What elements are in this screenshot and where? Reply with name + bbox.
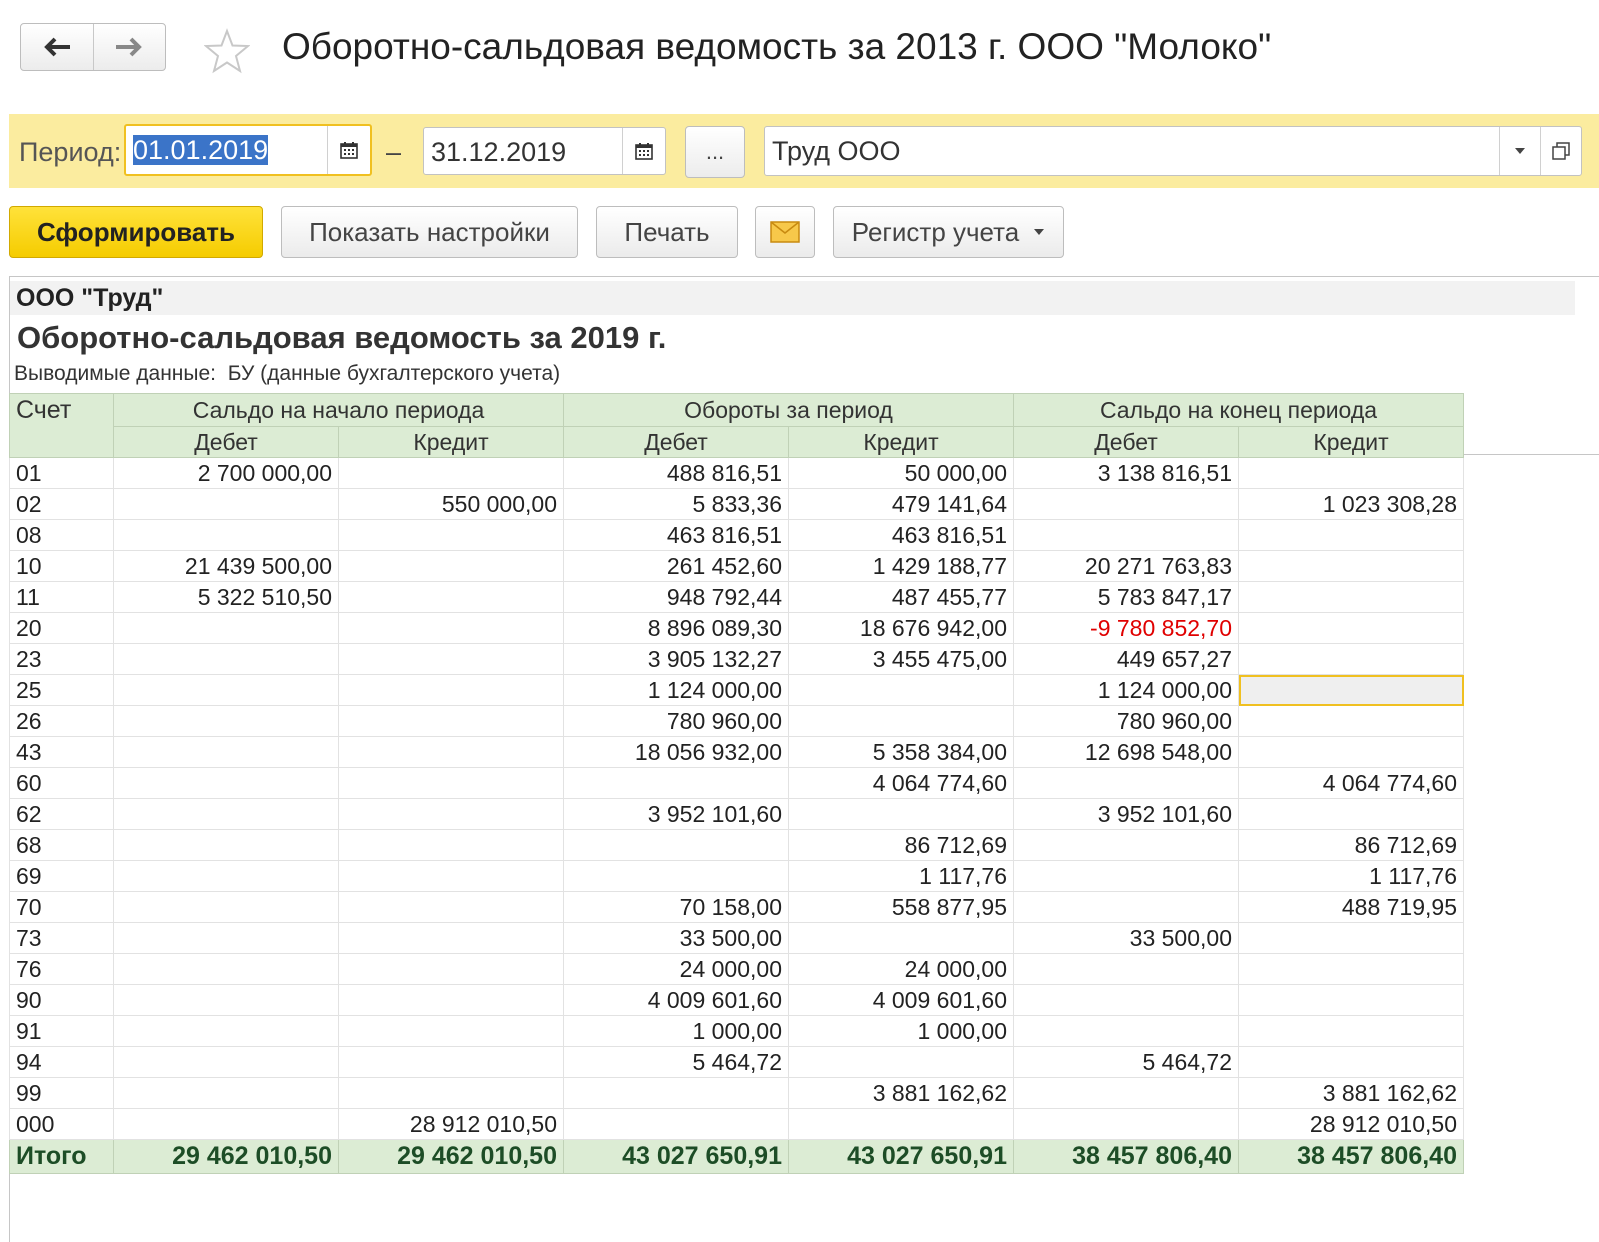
closing-credit-cell[interactable]: 1 117,76 (1239, 861, 1464, 892)
report-organization: ООО "Труд" (10, 281, 1575, 315)
period-dash: – (386, 137, 402, 167)
opening-debit-cell[interactable] (114, 1078, 339, 1109)
opening-credit-cell[interactable] (339, 799, 564, 830)
closing-credit-cell[interactable] (1239, 613, 1464, 644)
account-cell[interactable]: 25 (10, 675, 114, 706)
opening-credit-cell[interactable] (339, 985, 564, 1016)
opening-credit-cell[interactable] (339, 644, 564, 675)
send-email-button[interactable] (755, 206, 815, 258)
turnover-credit-cell[interactable] (789, 706, 1014, 737)
opening-credit-cell[interactable] (339, 923, 564, 954)
closing-debit-cell[interactable] (1014, 1078, 1239, 1109)
start-date-value[interactable]: 01.01.2019 (133, 135, 269, 165)
opening-debit-cell[interactable] (114, 923, 339, 954)
closing-credit-cell[interactable]: 28 912 010,50 (1239, 1109, 1464, 1140)
opening-credit-cell[interactable]: 28 912 010,50 (339, 1109, 564, 1140)
report-output-info (14, 362, 560, 386)
turnover-debit-cell[interactable]: 463 816,51 (564, 520, 789, 551)
closing-credit-cell[interactable] (1239, 1016, 1464, 1047)
turnover-credit-cell[interactable] (789, 799, 1014, 830)
turnover-debit-cell[interactable] (564, 1078, 789, 1109)
opening-debit-cell[interactable] (114, 768, 339, 799)
closing-debit-cell[interactable]: 3 952 101,60 (1014, 799, 1239, 830)
closing-debit-cell[interactable] (1014, 830, 1239, 861)
account-cell[interactable]: 94 (10, 1047, 114, 1078)
closing-credit-cell[interactable] (1239, 551, 1464, 582)
output-value: БУ (данные бухгалтерского учета) (227, 362, 561, 385)
opening-debit-cell[interactable] (114, 613, 339, 644)
table-subheader-row (10, 427, 1464, 458)
envelope-icon (770, 221, 800, 243)
turnover-credit-cell[interactable]: 3 455 475,00 (789, 644, 1014, 675)
table-row (10, 1109, 1464, 1140)
opening-debit-cell[interactable] (114, 892, 339, 923)
closing-credit-cell[interactable]: 4 064 774,60 (1239, 768, 1464, 799)
turnover-credit-cell[interactable]: 1 000,00 (789, 1016, 1014, 1047)
table-row (10, 520, 1464, 551)
opening-credit-cell[interactable] (339, 892, 564, 923)
opening-credit-cell[interactable] (339, 613, 564, 644)
totals-opening-credit[interactable]: 29 462 010,50 (339, 1140, 564, 1174)
account-cell[interactable]: 23 (10, 644, 114, 675)
closing-credit-cell[interactable] (1239, 799, 1464, 830)
table-body (10, 458, 1464, 1140)
organization-field[interactable] (764, 126, 1582, 176)
closing-debit-cell[interactable]: -9 780 852,70 (1014, 613, 1239, 644)
closing-debit-cell[interactable]: 3 138 816,51 (1014, 458, 1239, 489)
turnover-credit-cell[interactable]: 50 000,00 (789, 458, 1014, 489)
turnover-debit-cell[interactable]: 18 056 932,00 (564, 737, 789, 768)
closing-credit-cell[interactable] (1239, 954, 1464, 985)
opening-credit-cell[interactable] (339, 1047, 564, 1078)
generate-button[interactable]: Сформировать (9, 206, 263, 258)
table-row (10, 892, 1464, 923)
account-cell[interactable]: 01 (10, 458, 114, 489)
closing-debit-cell[interactable] (1014, 861, 1239, 892)
closing-debit-cell[interactable]: 12 698 548,00 (1014, 737, 1239, 768)
opening-debit-cell[interactable] (114, 1047, 339, 1078)
header-opening-balance[interactable]: Сальдо на начало периода (114, 394, 564, 427)
closing-credit-cell[interactable] (1239, 985, 1464, 1016)
opening-credit-cell[interactable] (339, 1078, 564, 1109)
opening-credit-cell[interactable] (339, 737, 564, 768)
totals-turnover-credit[interactable]: 43 027 650,91 (789, 1140, 1014, 1174)
opening-credit-cell[interactable] (339, 675, 564, 706)
turnover-debit-cell[interactable]: 24 000,00 (564, 954, 789, 985)
opening-credit-cell[interactable] (339, 458, 564, 489)
turnover-debit-cell[interactable] (564, 830, 789, 861)
closing-debit-cell[interactable]: 780 960,00 (1014, 706, 1239, 737)
calendar-icon (340, 141, 358, 159)
table-row (10, 489, 1464, 520)
table-row (10, 644, 1464, 675)
chevron-down-icon (1514, 147, 1526, 155)
opening-debit-cell[interactable]: 21 439 500,00 (114, 551, 339, 582)
header-opening-debit[interactable]: Дебет (114, 427, 339, 458)
closing-debit-cell[interactable]: 449 657,27 (1014, 644, 1239, 675)
back-button[interactable] (21, 24, 93, 70)
turnover-debit-cell[interactable]: 948 792,44 (564, 582, 789, 613)
turnover-credit-cell[interactable]: 487 455,77 (789, 582, 1014, 613)
arrow-left-icon (42, 36, 72, 58)
turnover-credit-cell[interactable] (789, 1047, 1014, 1078)
header-account[interactable]: Счет (10, 394, 114, 458)
totals-closing-credit[interactable]: 38 457 806,40 (1239, 1140, 1464, 1174)
turnover-credit-cell[interactable]: 1 429 188,77 (789, 551, 1014, 582)
organization-open-button[interactable] (1540, 127, 1581, 175)
turnover-credit-cell[interactable]: 479 141,64 (789, 489, 1014, 520)
closing-debit-cell[interactable] (1014, 985, 1239, 1016)
turnover-debit-cell[interactable]: 70 158,00 (564, 892, 789, 923)
turnover-debit-cell[interactable]: 780 960,00 (564, 706, 789, 737)
opening-credit-cell[interactable]: 550 000,00 (339, 489, 564, 520)
calendar-icon (635, 142, 653, 160)
header-closing-credit[interactable]: Кредит (1239, 427, 1464, 458)
opening-credit-cell[interactable] (339, 830, 564, 861)
turnover-credit-cell[interactable]: 18 676 942,00 (789, 613, 1014, 644)
closing-debit-cell[interactable]: 5 783 847,17 (1014, 582, 1239, 613)
turnover-credit-cell[interactable]: 4 009 601,60 (789, 985, 1014, 1016)
totals-opening-debit[interactable]: 29 462 010,50 (114, 1140, 339, 1174)
closing-debit-cell[interactable] (1014, 768, 1239, 799)
accounting-register-label: Регистр учета (851, 216, 1020, 247)
closing-credit-cell[interactable] (1239, 644, 1464, 675)
turnover-debit-cell[interactable]: 5 833,36 (564, 489, 789, 520)
window-title: Оборотно-сальдовая ведомость за 2013 г. ООО "Молоко" (282, 26, 1272, 67)
turnover-debit-cell[interactable]: 8 896 089,30 (564, 613, 789, 644)
table-row (10, 768, 1464, 799)
account-cell[interactable]: 11 (10, 582, 114, 613)
turnover-debit-cell[interactable] (564, 768, 789, 799)
table-header-row (10, 394, 1464, 427)
table-row (10, 830, 1464, 861)
report-border-top (9, 276, 1599, 277)
table-row (10, 675, 1464, 706)
account-cell[interactable]: 91 (10, 1016, 114, 1047)
closing-credit-cell[interactable] (1239, 706, 1464, 737)
turnover-debit-cell[interactable]: 488 816,51 (564, 458, 789, 489)
account-cell[interactable]: 73 (10, 923, 114, 954)
header-turnover-debit[interactable]: Дебет (564, 427, 789, 458)
table-row (10, 613, 1464, 644)
chevron-down-icon (1033, 228, 1045, 236)
accounting-register-button[interactable] (833, 206, 1064, 258)
account-cell[interactable]: 76 (10, 954, 114, 985)
totals-row (10, 1140, 1464, 1174)
closing-credit-cell[interactable] (1239, 582, 1464, 613)
output-label: Выводимые данные: (14, 362, 217, 385)
turnover-debit-cell[interactable] (564, 1109, 789, 1140)
header-closing-balance[interactable]: Сальдо на конец периода (1014, 394, 1464, 427)
table-row (10, 1078, 1464, 1109)
turnover-credit-cell[interactable]: 558 877,95 (789, 892, 1014, 923)
turnover-credit-cell[interactable]: 463 816,51 (789, 520, 1014, 551)
report-title: Оборотно-сальдовая ведомость за 2019 г. (17, 320, 667, 355)
turnover-debit-cell[interactable]: 5 464,72 (564, 1047, 789, 1078)
turnover-debit-cell[interactable]: 1 000,00 (564, 1016, 789, 1047)
opening-debit-cell[interactable] (114, 675, 339, 706)
closing-debit-cell[interactable]: 1 124 000,00 (1014, 675, 1239, 706)
opening-credit-cell[interactable] (339, 706, 564, 737)
opening-debit-cell[interactable]: 2 700 000,00 (114, 458, 339, 489)
opening-credit-cell[interactable] (339, 861, 564, 892)
table-row (10, 737, 1464, 768)
end-date-field[interactable] (423, 127, 666, 175)
account-cell[interactable]: 08 (10, 520, 114, 551)
opening-debit-cell[interactable] (114, 1016, 339, 1047)
table-row (10, 582, 1464, 613)
end-date-value[interactable]: 31.12.2019 (431, 137, 567, 167)
choose-period-button[interactable]: ... (685, 126, 745, 178)
account-cell[interactable]: 20 (10, 613, 114, 644)
turnover-credit-cell[interactable]: 3 881 162,62 (789, 1078, 1014, 1109)
arrow-right-icon (114, 36, 144, 58)
opening-credit-cell[interactable] (339, 1016, 564, 1047)
totals-turnover-debit[interactable]: 43 027 650,91 (564, 1140, 789, 1174)
account-cell[interactable]: 43 (10, 737, 114, 768)
turnover-credit-cell[interactable]: 1 117,76 (789, 861, 1014, 892)
navigation-buttons (20, 23, 166, 71)
header-closing-debit[interactable]: Дебет (1014, 427, 1239, 458)
closing-credit-cell[interactable] (1239, 923, 1464, 954)
closing-credit-cell[interactable] (1239, 737, 1464, 768)
opening-debit-cell[interactable]: 5 322 510,50 (114, 582, 339, 613)
table-row (10, 706, 1464, 737)
closing-debit-cell[interactable] (1014, 892, 1239, 923)
opening-debit-cell[interactable] (114, 861, 339, 892)
table-row (10, 458, 1464, 489)
print-button[interactable]: Печать (596, 206, 738, 258)
organization-dropdown-button[interactable] (1499, 127, 1540, 175)
totals-label[interactable]: Итого (10, 1140, 114, 1174)
start-date-field[interactable] (124, 124, 372, 176)
closing-debit-cell[interactable] (1014, 954, 1239, 985)
turnover-debit-cell[interactable] (564, 861, 789, 892)
turnover-debit-cell[interactable]: 3 905 132,27 (564, 644, 789, 675)
turnover-credit-cell[interactable]: 5 358 384,00 (789, 737, 1014, 768)
table-row (10, 985, 1464, 1016)
opening-debit-cell[interactable] (114, 489, 339, 520)
closing-credit-cell[interactable]: 488 719,95 (1239, 892, 1464, 923)
table-row (10, 1016, 1464, 1047)
account-cell[interactable]: 90 (10, 985, 114, 1016)
table-row (10, 923, 1464, 954)
turnover-balance-table (9, 393, 1464, 1174)
closing-credit-cell[interactable] (1239, 675, 1464, 706)
closing-credit-cell[interactable] (1239, 458, 1464, 489)
start-date-calendar-button[interactable] (327, 126, 370, 174)
opening-debit-cell[interactable] (114, 644, 339, 675)
account-cell[interactable]: 000 (10, 1109, 114, 1140)
turnover-debit-cell[interactable]: 261 452,60 (564, 551, 789, 582)
opening-credit-cell[interactable] (339, 551, 564, 582)
turnover-debit-cell[interactable]: 4 009 601,60 (564, 985, 789, 1016)
closing-debit-cell[interactable] (1014, 1016, 1239, 1047)
closing-debit-cell[interactable] (1014, 489, 1239, 520)
account-cell[interactable]: 02 (10, 489, 114, 520)
opening-debit-cell[interactable] (114, 799, 339, 830)
account-cell[interactable]: 10 (10, 551, 114, 582)
end-date-calendar-button[interactable] (622, 128, 665, 174)
table-row (10, 1047, 1464, 1078)
organization-value[interactable]: Труд ООО (772, 136, 901, 166)
show-settings-button[interactable]: Показать настройки (281, 206, 578, 258)
closing-debit-cell[interactable]: 5 464,72 (1014, 1047, 1239, 1078)
account-cell[interactable]: 70 (10, 892, 114, 923)
opening-debit-cell[interactable] (114, 985, 339, 1016)
opening-debit-cell[interactable] (114, 706, 339, 737)
opening-credit-cell[interactable] (339, 520, 564, 551)
period-label: Период: (19, 137, 122, 167)
account-cell[interactable]: 68 (10, 830, 114, 861)
closing-credit-cell[interactable]: 3 881 162,62 (1239, 1078, 1464, 1109)
account-cell[interactable]: 99 (10, 1078, 114, 1109)
opening-debit-cell[interactable] (114, 520, 339, 551)
turnover-debit-cell[interactable]: 33 500,00 (564, 923, 789, 954)
table-row (10, 954, 1464, 985)
header-opening-credit[interactable]: Кредит (339, 427, 564, 458)
closing-debit-cell[interactable] (1014, 1109, 1239, 1140)
turnover-credit-cell[interactable]: 86 712,69 (789, 830, 1014, 861)
account-cell[interactable]: 62 (10, 799, 114, 830)
opening-credit-cell[interactable] (339, 768, 564, 799)
turnover-credit-cell[interactable] (789, 1109, 1014, 1140)
table-row (10, 551, 1464, 582)
closing-debit-cell[interactable] (1014, 520, 1239, 551)
totals-closing-debit[interactable]: 38 457 806,40 (1014, 1140, 1239, 1174)
table-row (10, 799, 1464, 830)
star-icon[interactable] (204, 28, 250, 74)
open-window-icon (1552, 142, 1570, 160)
opening-debit-cell[interactable] (114, 830, 339, 861)
turnover-credit-cell[interactable] (789, 923, 1014, 954)
turnover-credit-cell[interactable]: 4 064 774,60 (789, 768, 1014, 799)
account-cell[interactable]: 26 (10, 706, 114, 737)
turnover-credit-cell[interactable]: 24 000,00 (789, 954, 1014, 985)
forward-button[interactable] (93, 24, 166, 70)
closing-credit-cell[interactable] (1239, 520, 1464, 551)
opening-debit-cell[interactable] (114, 737, 339, 768)
closing-debit-cell[interactable]: 33 500,00 (1014, 923, 1239, 954)
account-cell[interactable]: 69 (10, 861, 114, 892)
closing-credit-cell[interactable]: 1 023 308,28 (1239, 489, 1464, 520)
turnover-debit-cell[interactable]: 1 124 000,00 (564, 675, 789, 706)
header-turnover-credit[interactable]: Кредит (789, 427, 1014, 458)
opening-credit-cell[interactable] (339, 582, 564, 613)
turnover-credit-cell[interactable] (789, 675, 1014, 706)
opening-debit-cell[interactable] (114, 954, 339, 985)
closing-credit-cell[interactable]: 86 712,69 (1239, 830, 1464, 861)
closing-debit-cell[interactable]: 20 271 763,83 (1014, 551, 1239, 582)
opening-debit-cell[interactable] (114, 1109, 339, 1140)
header-turnover[interactable]: Обороты за период (564, 394, 1014, 427)
closing-credit-cell[interactable] (1239, 1047, 1464, 1078)
table-row (10, 861, 1464, 892)
account-cell[interactable]: 60 (10, 768, 114, 799)
opening-credit-cell[interactable] (339, 954, 564, 985)
turnover-debit-cell[interactable]: 3 952 101,60 (564, 799, 789, 830)
